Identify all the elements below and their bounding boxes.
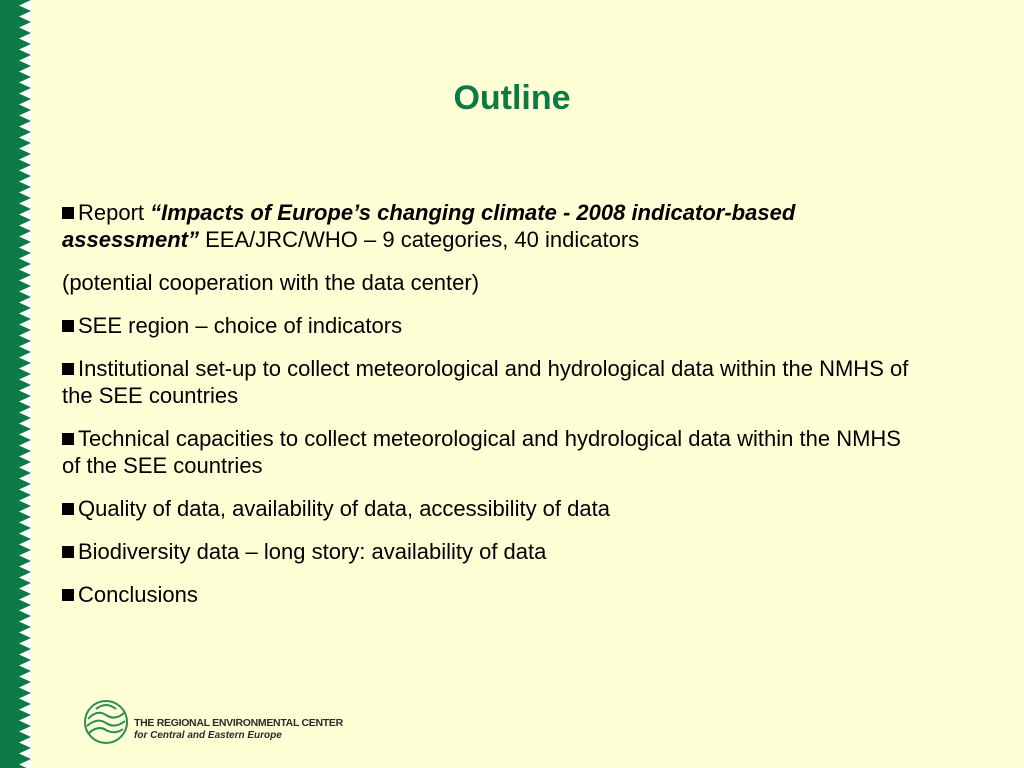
bullet-text: Quality of data, availability of data, accessibility of data: [78, 496, 610, 521]
bullet-text: (potential cooperation with the data center): [62, 270, 480, 295]
report-title-emphasis: “Impacts of Europe’s changing climate - 2008 indicator-based assessment”: [62, 200, 796, 252]
bullet-text: Institutional set-up to collect meteorological and hydrological data within the NMHS of the SEE countries: [62, 356, 909, 408]
square-bullet-icon: [62, 207, 74, 219]
footer-logo: [82, 697, 352, 749]
bullet-item-conclusions: [62, 581, 912, 608]
bullet-list: [62, 199, 912, 624]
bullet-item-technical: [62, 425, 912, 479]
bullet-item-quality: [62, 495, 912, 522]
bullet-item-biodiversity: [62, 538, 912, 565]
rec-logo-icon: [82, 697, 130, 747]
square-bullet-icon: [62, 546, 74, 558]
bullet-item-see-region: [62, 312, 912, 339]
square-bullet-icon: [62, 503, 74, 515]
square-bullet-icon: [62, 589, 74, 601]
slide-title: Outline: [453, 79, 571, 117]
org-name: THE REGIONAL ENVIRONMENTAL CENTER: [134, 717, 343, 729]
bullet-item-report: [62, 199, 912, 253]
org-subtitle: for Central and Eastern Europe: [134, 730, 282, 741]
square-bullet-icon: [62, 320, 74, 332]
square-bullet-icon: [62, 433, 74, 445]
bullet-text: Biodiversity data – long story: availability of data: [78, 539, 547, 564]
square-bullet-icon: [62, 363, 74, 375]
bullet-prefix: Report: [78, 200, 151, 225]
bullet-text: Technical capacities to collect meteorological and hydrological data within the NMHS of the SEE countries: [62, 426, 901, 478]
bullet-item-institutional: [62, 355, 912, 409]
bullet-text: Conclusions: [78, 582, 198, 607]
bullet-suffix: EEA/JRC/WHO – 9 categories, 40 indicators: [198, 227, 640, 252]
bullet-item-note: [62, 269, 912, 296]
bullet-text: SEE region – choice of indicators: [78, 313, 403, 338]
